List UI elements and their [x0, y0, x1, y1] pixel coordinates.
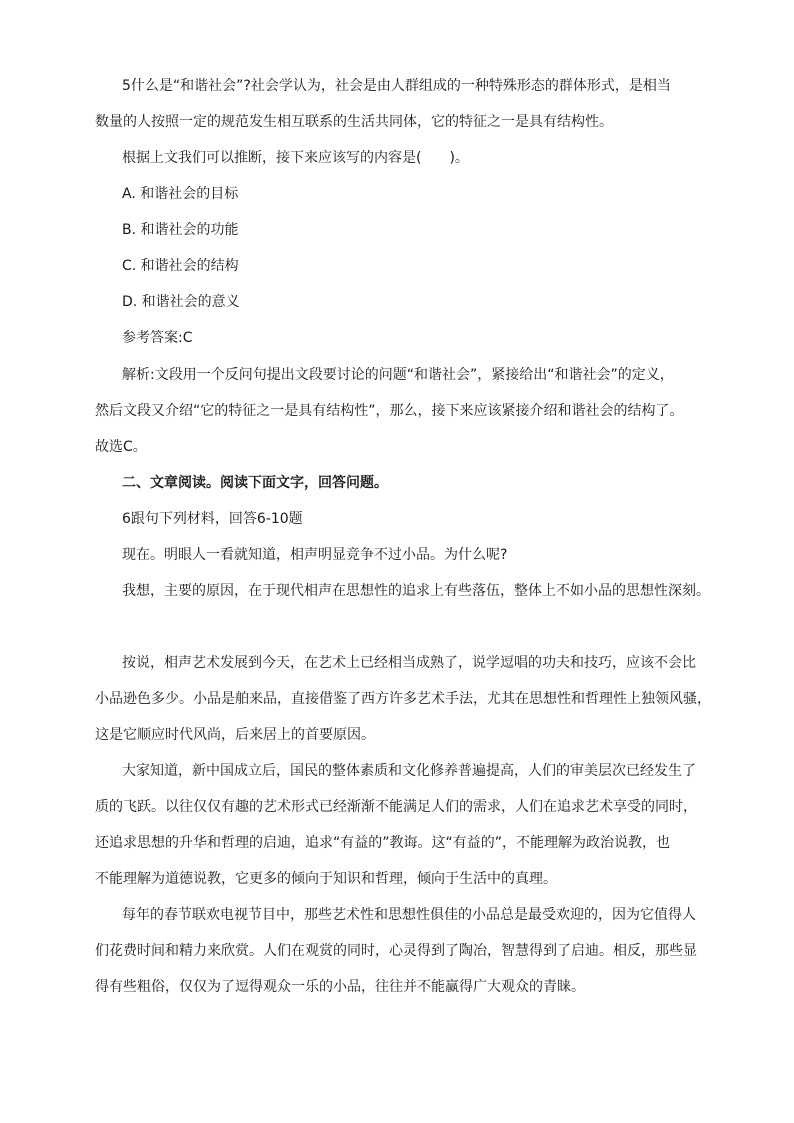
option-a: A. 和谐社会的目标: [122, 186, 239, 202]
q5-line-1: 5什么是“和谐社会”?社会学认为，社会是由人群组成的一种特殊形态的群体形式，是相当: [122, 78, 671, 94]
q5-line-2: 数量的人按照一定的规范发生相互联系的生活共同体，它的特征之一是具有结构性。: [95, 114, 613, 130]
paragraph-4-line-1: 大家知道，新中国成立后，国民的整体素质和文化修养普遍提高，人们的审美层次已经发生了: [122, 763, 696, 779]
analysis-line-2: 然后文段又介绍“它的特征之一是具有结构性”，那么，接下来应该紧接介绍和谐社会的结构了。: [95, 403, 684, 419]
analysis-line-1: 解析:文段用一个反问句提出文段要讨论的问题“和谐社会”，紧接给出“和谐社会”的定义，: [122, 367, 674, 383]
answer: 参考答案:C: [122, 330, 193, 346]
paragraph-4-line-2: 质的飞跃。以往仅仅有趣的艺术形式已经渐渐不能满足人们的需求，人们在追求艺术享受的同时，: [95, 799, 697, 815]
paragraph-5-line-2: 们花费时间和精力来欣赏。人们在观赏的同时，心灵得到了陶冶，智慧得到了启迪。相反，那些显: [95, 943, 697, 959]
paragraph-3-line-1: 按说，相声艺术发展到今天，在艺术上已经相当成熟了，说学逗唱的功夫和技巧，应该不会比: [122, 655, 696, 671]
paragraph-2: 我想，主要的原因，在于现代相声在思想性的追求上有些落伍，整体上不如小品的思想性深刻。: [122, 583, 710, 599]
paragraph-1: 现在。明眼人一看就知道，相声明显竞争不过小品。为什么呢?: [122, 547, 508, 563]
paragraph-4-line-4: 不能理解为道德说教，它更多的倾向于知识和哲理，倾向于生活中的真理。: [95, 871, 557, 887]
paragraph-5-line-3: 得有些粗俗，仅仅为了逗得观众一乐的小品，往往并不能赢得广大观众的青睐。: [95, 979, 585, 995]
option-c: C. 和谐社会的结构: [122, 258, 239, 274]
paragraph-3-line-2: 小品逊色多少。小品是舶来品，直接借鉴了西方许多艺术手法，尤其在思想性和哲理性上独领风骚，: [95, 691, 711, 707]
paragraph-4-line-3: 还追求思想的升华和哲理的启迪，追求“有益的”教诲。这“有益的”，不能理解为政治说教，也: [95, 835, 671, 851]
section-heading: 二、文章阅读。阅读下面文字，回答问题。: [122, 475, 388, 491]
q5-question: 根据上文我们可以推断，接下来应该写的内容是( )。: [122, 150, 469, 166]
option-b: B. 和谐社会的功能: [122, 222, 239, 238]
option-d: D. 和谐社会的意义: [122, 294, 240, 310]
paragraph-3-line-3: 这是它顺应时代风尚，后来居上的首要原因。: [95, 727, 375, 743]
analysis-line-3: 故选C。: [95, 439, 147, 455]
section-intro: 6跟句下列材料，回答6-10题: [122, 511, 303, 527]
paragraph-5-line-1: 每年的春节联欢电视节目中，那些艺术性和思想性俱佳的小品总是最受欢迎的，因为它值得人: [122, 907, 696, 923]
